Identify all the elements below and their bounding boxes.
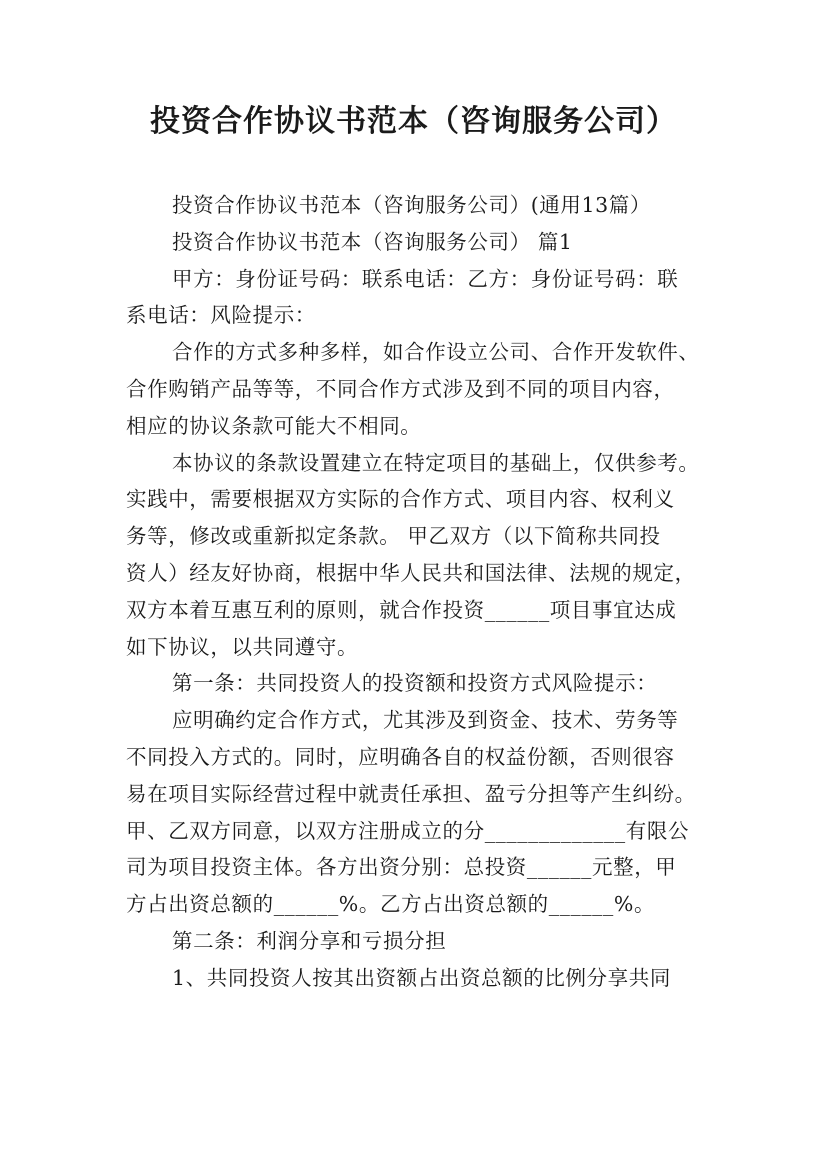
- paragraph-line: 资人）经友好协商，根据中华人民共和国法律、法规的规定，: [126, 560, 696, 585]
- document-body: [126, 187, 704, 997]
- paragraph-line: 甲、乙双方同意，以双方注册成立的分_____________有限公: [126, 818, 690, 843]
- paragraph-line: 实践中，需要根据双方实际的合作方式、项目内容、权利义: [126, 487, 675, 512]
- section-heading: 投资合作协议书范本（咨询服务公司） 篇1: [172, 229, 573, 254]
- article-heading: 第一条：共同投资人的投资额和投资方式风险提示：: [172, 671, 658, 696]
- paragraph-line: 合作的方式多种多样，如合作设立公司、合作开发软件、: [172, 340, 700, 365]
- paragraph-line: 不同投入方式的。同时，应明确各自的权益份额，否则很容: [126, 744, 675, 769]
- paragraph-line: 相应的协议条款可能大不相同。: [126, 413, 422, 438]
- paragraph-line: 本协议的条款设置建立在特定项目的基础上，仅供参考。: [172, 450, 700, 475]
- paragraph-line: 如下协议，以共同遵守。: [126, 634, 359, 659]
- paragraph-line: 甲方：身份证号码：联系电话：乙方：身份证号码：联: [172, 266, 679, 291]
- paragraph-line: 司为项目投资主体。各方出资分别：总投资______元整，甲: [126, 855, 677, 880]
- paragraph-line: 应明确约定合作方式，尤其涉及到资金、技术、劳务等: [172, 708, 679, 733]
- subtitle-line: 投资合作协议书范本（咨询服务公司）(通用13篇）: [172, 193, 651, 217]
- paragraph-line: 务等，修改或重新拟定条款。 甲乙双方（以下简称共同投: [126, 524, 661, 549]
- paragraph-line: 1、共同投资人按其出资额占出资总额的比例分享共同: [172, 965, 671, 990]
- paragraph-line: 方占出资总额的______%。乙方占出资总额的______%。: [126, 892, 656, 917]
- paragraph-line: 系电话：风险提示：: [126, 303, 316, 328]
- document-title: 投资合作协议书范本（咨询服务公司）: [150, 104, 677, 139]
- article-heading: 第二条：利润分享和亏损分担: [172, 928, 447, 953]
- paragraph-line: 易在项目实际经营过程中就责任承担、盈亏分担等产生纠纷。: [126, 781, 696, 806]
- paragraph-line: 合作购销产品等等，不同合作方式涉及到不同的项目内容，: [126, 376, 675, 401]
- paragraph-line: 双方本着互惠互利的原则，就合作投资______项目事宜达成: [126, 597, 677, 622]
